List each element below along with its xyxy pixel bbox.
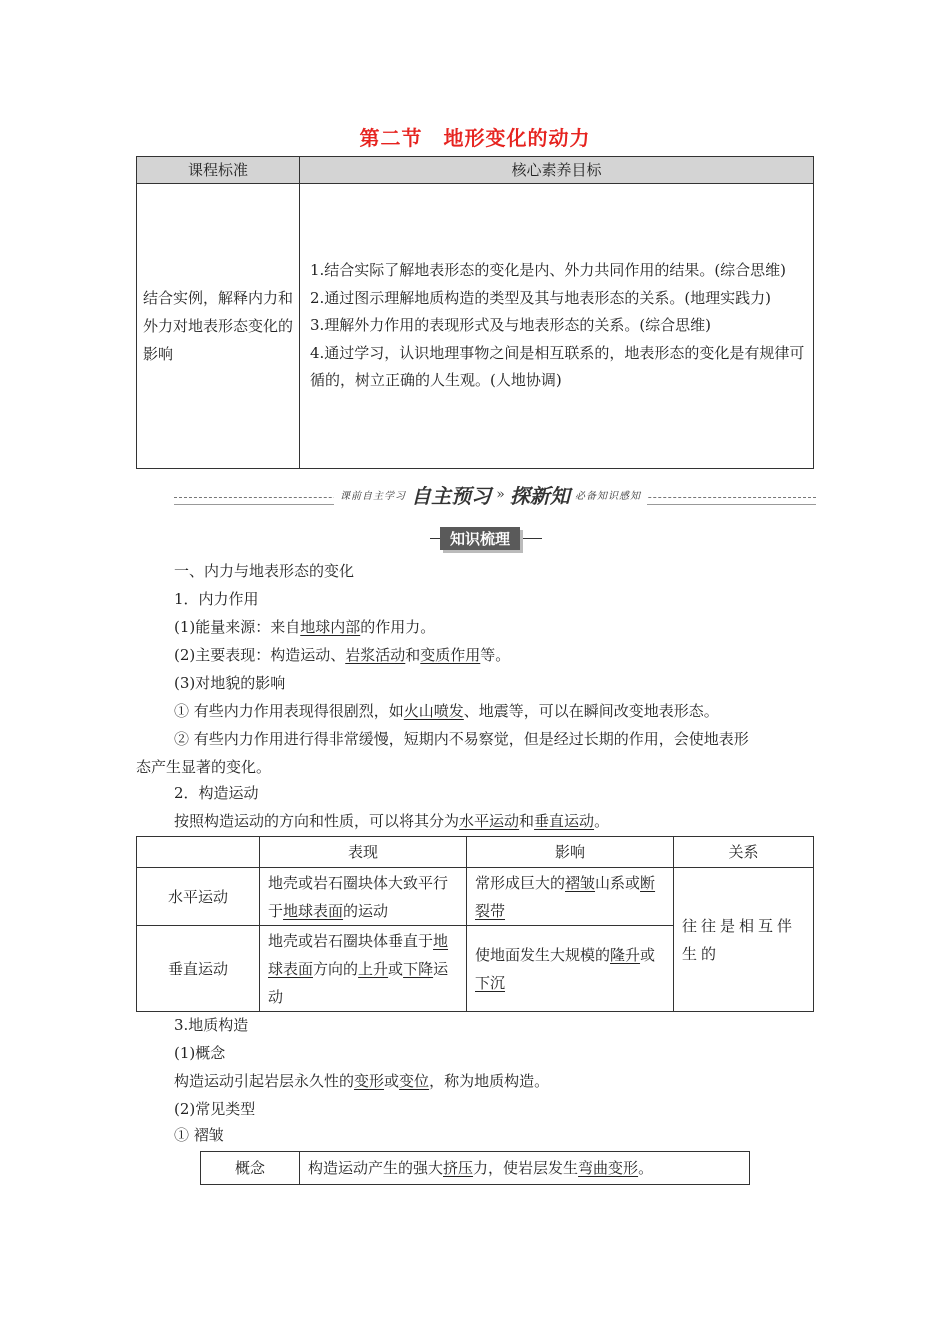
horizontal-effect: 常形成巨大的褶皱山系或断裂带	[467, 868, 674, 926]
main-forms: (2)主要表现：构造运动、岩浆活动和变质作用等。	[174, 646, 511, 664]
header-goals: 核心素养目标	[300, 157, 814, 184]
movement-classification: 按照构造运动的方向和性质，可以将其分为水平运动和垂直运动。	[174, 812, 610, 830]
concept-text: 构造运动引起岩层永久性的变形或变位，称为地质构造。	[174, 1072, 550, 1090]
standards-table	[136, 156, 814, 469]
heading-internal-force: 一、内力与地表形态的变化	[174, 562, 355, 580]
vertical-show: 地壳或岩石圈块体垂直于地球表面方向的上升或下降运动	[260, 926, 467, 1012]
goal-item: 1.结合实际了解地表形态的变化是内、外力共同作用的结果。(综合思维)	[310, 261, 787, 280]
relation-cell: 往往是相互伴生的	[674, 868, 814, 1012]
goal-item: 2.通过图示理解地质构造的类型及其与地表形态的关系。(地理实践力)	[310, 288, 772, 307]
core-goals	[300, 184, 814, 469]
vertical-effect: 使地面发生大规模的隆升或下沉	[467, 926, 674, 1012]
header-show: 表现	[260, 837, 467, 868]
header-course: 课程标准	[137, 157, 300, 184]
double-arrow-icon: »	[496, 486, 505, 503]
row-label-vertical: 垂直运动	[137, 926, 260, 1012]
banner-right-label: 必备知识感知	[574, 491, 641, 502]
banner-left-label: 课前自主学习	[340, 491, 406, 502]
course-standard: 结合实例，解释内力和外力对地表形态变化的影响	[137, 184, 300, 469]
horizontal-show: 地壳或岩石圈块体大致平行于地球表面的运动	[260, 868, 467, 926]
row-label-horizontal: 水平运动	[137, 868, 260, 926]
header-effect: 影响	[467, 837, 674, 868]
section-label	[440, 527, 520, 551]
fold-concept-key: 概念	[201, 1152, 300, 1185]
page-title: 第二节 地形变化的动力	[359, 126, 591, 150]
fold-concept-value: 构造运动产生的强大挤压力，使岩层发生弯曲变形。	[300, 1152, 750, 1185]
heading-tectonic-movement: 2．构造运动	[174, 784, 259, 802]
goal-item: 3.理解外力作用的表现形式及与地表形态的关系。(综合思维)	[310, 316, 712, 335]
heading-internal-action: 1．内力作用	[174, 590, 259, 608]
energy-source: (1)能量来源：来自地球内部的作用力。	[174, 618, 436, 636]
section-label-text: 知识梳理	[440, 527, 520, 550]
banner-text	[334, 480, 647, 509]
effect-item-2-line-1: ② 有些内力作用进行得非常缓慢，短期内不易察觉，但是经过长期的作用，会使地表形	[174, 730, 749, 748]
banner-title-2: 探新知	[509, 484, 570, 508]
goal-item: 4.通过学习，认识地理事物之间是相互联系的，地表形态的变化是有规律可循的，树立正确的人生观。(人地协调)	[310, 343, 805, 390]
header-relation: 关系	[674, 837, 814, 868]
heading-geologic-structure: 3.地质构造	[174, 1016, 249, 1034]
motion-table-corner	[137, 837, 260, 868]
types-heading: (2)常见类型	[174, 1100, 256, 1118]
motion-table	[136, 836, 814, 1012]
section-banner	[174, 480, 816, 510]
banner-title-1: 自主预习	[411, 484, 492, 508]
fold-heading: ① 褶皱	[174, 1126, 224, 1144]
effect-item-1: ① 有些内力作用表现得很剧烈，如火山喷发、地震等，可以在瞬间改变地表形态。	[174, 702, 719, 720]
effect-item-2-line-2: 态产生显著的变化。	[136, 758, 272, 776]
fold-table	[200, 1151, 750, 1185]
effect-heading: (3)对地貌的影响	[174, 674, 286, 692]
concept-heading: (1)概念	[174, 1044, 226, 1062]
